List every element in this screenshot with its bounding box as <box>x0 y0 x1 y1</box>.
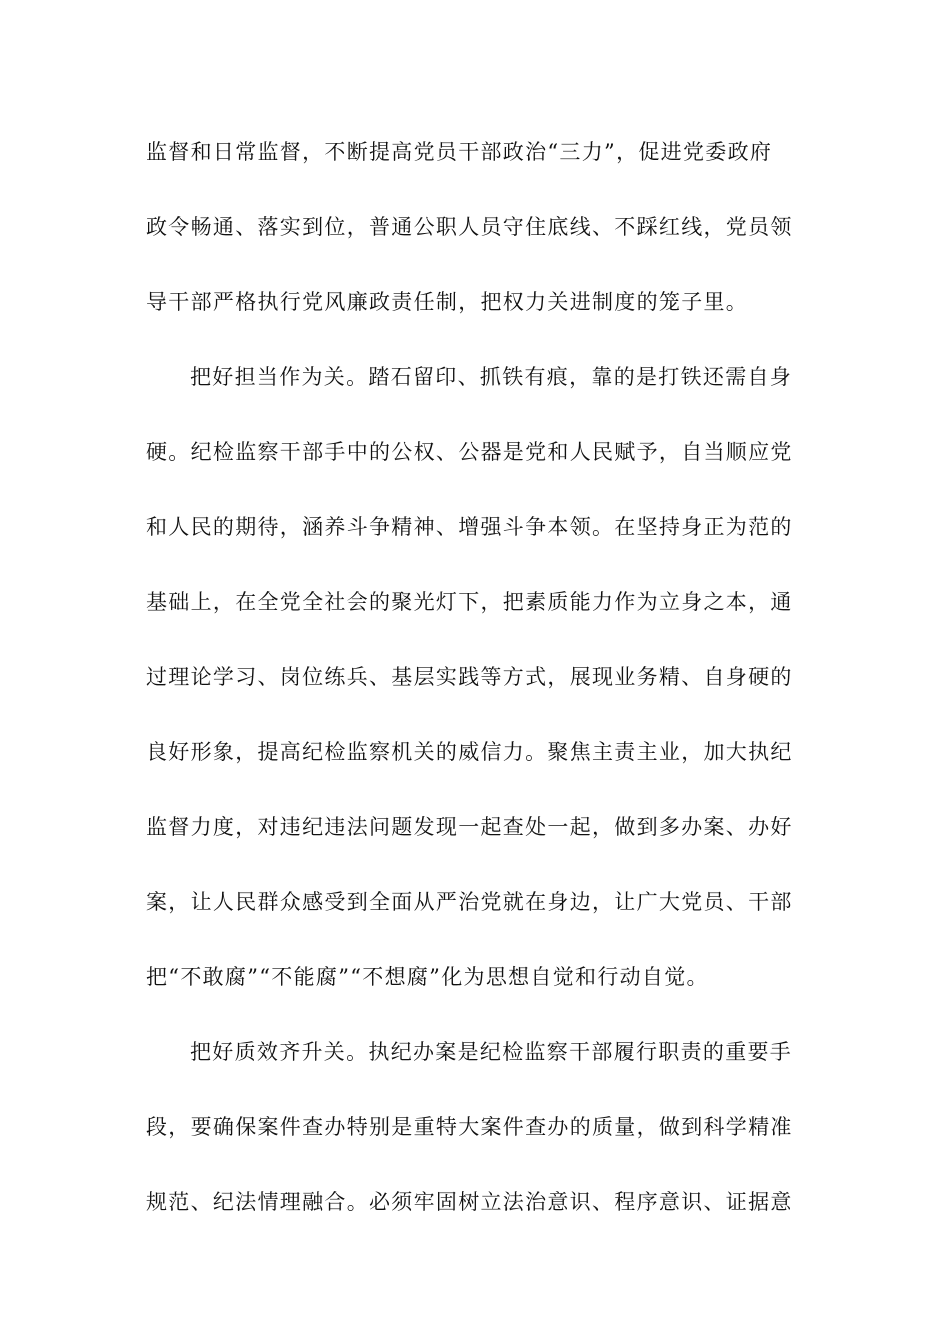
text-line: 案，让人民群众感受到全面从严治党就在身边，让广大党员、干部 <box>146 890 793 914</box>
text-line: 段，要确保案件查办特别是重特大案件查办的质量，做到科学精准 <box>146 1115 793 1139</box>
text-line: 硬。纪检监察干部手中的公权、公器是党和人民赋予，自当顺应党 <box>146 440 793 464</box>
text-line: 和人民的期待，涵养斗争精神、增强斗争本领。在坚持身正为范的 <box>146 515 793 539</box>
text-line: 政令畅通、落实到位，普通公职人员守住底线、不踩红线，党员领 <box>146 215 793 239</box>
text-line: 导干部严格执行党风廉政责任制，把权力关进制度的笼子里。 <box>146 290 749 314</box>
paragraph-start-line: 把好质效齐升关。执纪办案是纪检监察干部履行职责的重要手 <box>190 1040 793 1064</box>
text-line: 过理论学习、岗位练兵、基层实践等方式，展现业务精、自身硬的 <box>146 665 793 689</box>
text-line: 监督力度，对违纪违法问题发现一起查处一起，做到多办案、办好 <box>146 815 793 839</box>
document-body <box>146 128 796 1253</box>
text-line: 监督和日常监督，不断提高党员干部政治“三力”，促进党委政府 <box>146 140 773 164</box>
text-line: 基础上，在全党全社会的聚光灯下，把素质能力作为立身之本，通 <box>146 590 793 614</box>
paragraph-start-line: 把好担当作为关。踏石留印、抓铁有痕，靠的是打铁还需自身 <box>190 365 793 389</box>
text-line: 规范、纪法情理融合。必须牢固树立法治意识、程序意识、证据意 <box>146 1190 793 1214</box>
text-line: 良好形象，提高纪检监察机关的威信力。聚焦主责主业，加大执纪 <box>146 740 793 764</box>
text-line: 把“不敢腐”“不能腐”“不想腐”化为思想自觉和行动自觉。 <box>146 965 709 989</box>
